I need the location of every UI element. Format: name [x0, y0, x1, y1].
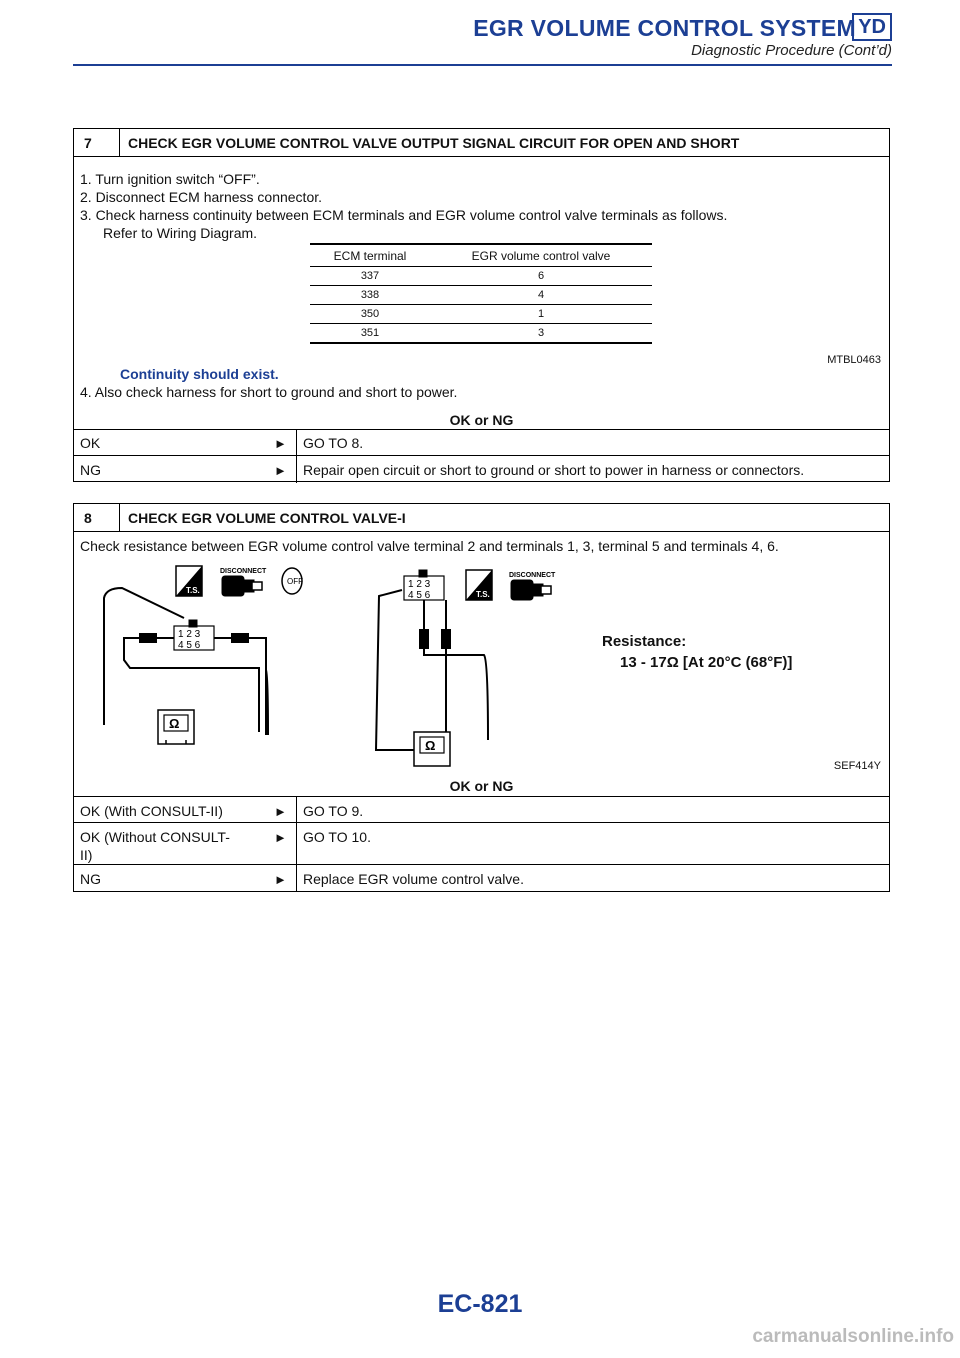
table-cell: 4: [430, 286, 652, 305]
table-cell: 338: [310, 286, 430, 305]
left-ohmmeter: [158, 710, 194, 744]
resistance-check-figure: [74, 560, 889, 770]
step-8-body: [74, 532, 889, 892]
svg-text:Ω: Ω: [169, 716, 180, 731]
svg-text:T.S.: T.S.: [476, 590, 490, 599]
continuity-spec: Continuity should exist.: [120, 366, 279, 382]
result-row-ok-with-consult: [74, 796, 889, 823]
step-8-box: [73, 503, 890, 892]
arrow-icon: ►: [274, 463, 287, 478]
svg-text:1 2 3: 1 2 3: [178, 629, 201, 640]
arrow-icon: ►: [274, 436, 287, 451]
arrow-icon: ►: [274, 804, 287, 819]
step-8-title: CHECK EGR VOLUME CONTROL VALVE-I: [128, 509, 406, 526]
svg-text:4 5 6: 4 5 6: [408, 590, 431, 601]
ts-icon-right: [466, 570, 492, 600]
result-label: OK: [80, 435, 101, 451]
table-cell: 337: [310, 267, 430, 286]
step-7-title: CHECK EGR VOLUME CONTROL VALVE OUTPUT SIGNAL CIRCUIT FOR OPEN AND SHORT: [128, 134, 740, 151]
result-action: Repair open circuit or short to ground or short to power in harness or connectors.: [296, 456, 804, 483]
table-header-egr: EGR volume control valve: [430, 244, 652, 267]
table-row: [310, 267, 652, 286]
svg-text:1 2 3: 1 2 3: [408, 579, 431, 590]
table-cell: 1: [430, 305, 652, 324]
disconnect-label: DISCONNECT: [220, 568, 267, 575]
ignition-key-icon: [282, 568, 303, 594]
connector-icon: [222, 576, 262, 596]
section-badge: YD: [852, 13, 892, 41]
result-row-ok-without-consult: [74, 822, 889, 865]
page-number: EC-821: [437, 1290, 523, 1318]
result-label: NG: [80, 462, 101, 478]
connector-icon-right: [511, 580, 551, 600]
step-7-ok-or-ng: OK or NG: [449, 412, 514, 428]
result-label: NG: [80, 871, 101, 887]
svg-text:T.S.: T.S.: [186, 586, 200, 595]
page-subtitle: Diagnostic Procedure (Cont’d): [691, 42, 892, 59]
table-row: [310, 324, 652, 344]
table-cell: 350: [310, 305, 430, 324]
step-7-body: [74, 157, 889, 482]
svg-text:OFF: OFF: [287, 577, 303, 586]
result-row-ng: [74, 864, 889, 892]
arrow-icon: ►: [274, 830, 287, 845]
result-label: OK (Without CONSULT- II): [80, 829, 230, 863]
step-7-line-4: 4. Also check harness for short to ground and short to power.: [80, 384, 458, 400]
table-row: [310, 286, 652, 305]
header-rule: [73, 64, 892, 66]
disconnect-label-right: DISCONNECT: [509, 572, 556, 579]
svg-text:Ω: Ω: [425, 738, 436, 753]
figure-ref-mtbl0463: MTBL0463: [827, 354, 881, 366]
table-row: [310, 305, 652, 324]
result-action: GO TO 9.: [296, 797, 363, 823]
ecm-terminal-table: [310, 243, 652, 344]
result-row-ok: [74, 429, 889, 456]
step-7-line-2: 2. Disconnect ECM harness connector.: [80, 189, 323, 205]
table-cell: 351: [310, 324, 430, 344]
result-action: GO TO 10.: [296, 823, 371, 865]
step-8-ok-or-ng: OK or NG: [449, 778, 514, 794]
result-action: Replace EGR volume control valve.: [296, 865, 524, 892]
right-ohmmeter: [414, 732, 450, 766]
result-row-ng: [74, 455, 889, 483]
ts-icon: [176, 566, 202, 596]
right-connector: [404, 570, 444, 601]
step-7-line-1: 1. Turn ignition switch “OFF”.: [80, 171, 260, 187]
step-7-line-3: 3. Check harness continuity between ECM terminals and EGR volume control valve terminals as follows.: [80, 207, 728, 223]
step-8-header: [74, 504, 889, 532]
resistance-label: Resistance:: [602, 633, 687, 650]
step-7-number: 7: [74, 129, 120, 156]
table-cell: 3: [430, 324, 652, 344]
arrow-icon: ►: [274, 872, 287, 887]
left-connector: [174, 620, 214, 651]
resistance-value: 13 - 17Ω [At 20°C (68°F)]: [620, 654, 793, 671]
step-8-line-1: Check resistance between EGR volume control valve terminal 2 and terminals 1, 3, terminal 5 and terminals 4, 6.: [80, 538, 779, 554]
table-cell: 6: [430, 267, 652, 286]
step-8-number: 8: [74, 504, 120, 531]
step-7-box: [73, 128, 890, 482]
result-action: GO TO 8.: [296, 430, 363, 456]
page-title: EGR VOLUME CONTROL SYSTEM: [473, 15, 856, 41]
result-label: OK (With CONSULT-II): [80, 803, 223, 819]
svg-text:4 5 6: 4 5 6: [178, 640, 201, 651]
step-7-line-3b: Refer to Wiring Diagram.: [103, 225, 258, 241]
table-header-ecm: ECM terminal: [310, 244, 430, 267]
step-7-header: [74, 129, 889, 157]
watermark: carmanualsonline.info: [752, 1326, 954, 1347]
figure-ref-sef414y: SEF414Y: [833, 760, 881, 772]
